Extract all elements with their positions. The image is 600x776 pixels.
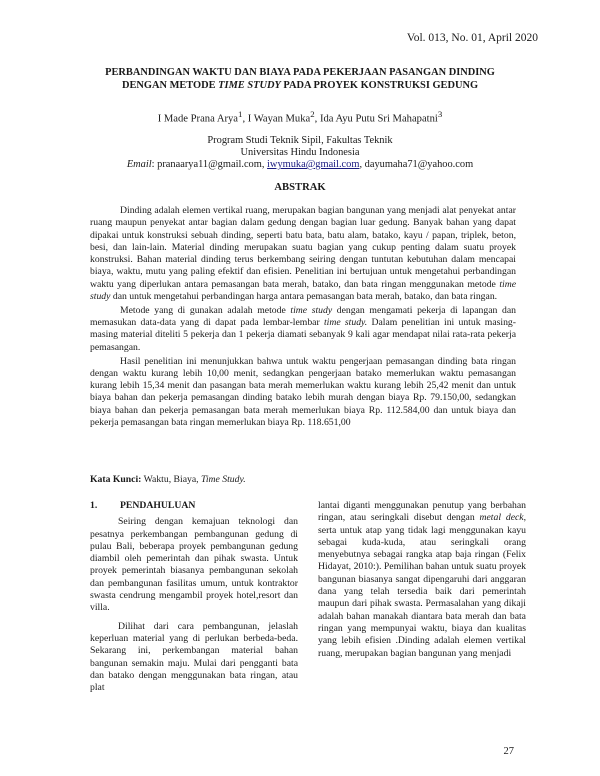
- author-3: Ida Ayu Putu Sri Mahapatni: [319, 113, 438, 125]
- abstract-paragraph-2: Metode yang di gunakan adalah metode time study dengan mengamati pekerja di lapangan dan memasukan data-data yang di dapat pada lembar-lembar time study. Dalam penelitian ini untuk masing-masing material diteliti 5 pekerja dan 1 pekerja diamati sebanyak 9 kali agar mendapat nilai rata-rata pekerja pemasangan.: [90, 304, 516, 353]
- paper-title: [70, 66, 530, 92]
- author-2: I Wayan Muka: [247, 113, 311, 125]
- intro-paragraph-1: Seiring dengan kemajuan teknologi dan pesatnya perkembangan pembangunan gedung di pulau Bali, beberapa proyek pembangunan gedung diambil oleh pemerintah dan pihak swasta. Untuk proyek pemerintah biasanya pembangunan sekolah dan pembangunan fasilitas umum, untuk kontraktor swasta cendrung mengambil proyek hotel,resort dan villa.: [90, 516, 298, 614]
- email-line: Email: pranaarya11@gmail.com, iwymuka@gmail.com, dayumaha71@yahoo.com: [126, 159, 474, 170]
- section-heading: 1. PENDAHULUAN: [90, 500, 196, 511]
- right-column: [318, 500, 526, 666]
- intro-paragraph-3: lantai diganti menggunakan penutup yang berbahan ringan, atau seringkali disebut dengan metal deck, serta untuk atap yang tidak lagi menggunakan kayu sebagai kuda-kuda, atau seringkali orang menyebutnya sebagai rangka atap baja ringan (Felix Hidayat, 2010:). Pemilihan bahan untuk suatu proyek bangunan biasanya sangat dipengaruhi dari anggaran dana yang telah tersedia baik dari pemerintah maupun dari pihak swasta. Permasalahan yang dikaji adalah bahan manakah diantara bata merah dan bata ringan yang mempunyai waktu, biaya dan kualitas yang lebih efisien .Dinding adalah elemen vertikal ruang, merupakan bagian bangunan yang menjadi: [318, 500, 527, 659]
- keywords: Kata Kunci: Waktu, Biaya, Time Study.: [90, 474, 246, 485]
- affiliation: [0, 135, 600, 171]
- abstract-body: [90, 205, 516, 431]
- left-column: [90, 500, 298, 700]
- affiliation-university: Universitas Hindu Indonesia: [240, 147, 360, 158]
- abstract-heading: ABSTRAK: [274, 182, 326, 193]
- page-number: 27: [503, 746, 514, 757]
- author-1: I Made Prana Arya: [157, 113, 239, 125]
- email-link[interactable]: iwymuka@gmail.com: [267, 159, 360, 170]
- abstract-paragraph-3: Hasil penelitian ini menunjukkan bahwa untuk waktu pengerjaan pemasangan dinding bata ringan dengan waktu kurang lebih 10,00 menit, sedangkan pengerjaan batako memerlukan waktu pemasangan kurang lebih 15,34 menit dan pasangan bata merah memerlukan waktu kurang lebih 25,42 menit dan untuk biaya bahan dan pekerja pemasangan dinding batako lebih murah dengan biaya Rp. 79.150,00, sedangkan biaya bahan dan pekerja pemasangan bata merah memerlukan biaya Rp. 112.584,00 dan untuk biaya dan pekerja pemasangan bata ringan memerlukan biaya Rp. 118.651,00: [90, 355, 516, 429]
- affiliation-program: Program Studi Teknik Sipil, Fakultas Teknik: [207, 135, 393, 146]
- intro-paragraph-2: Dilihat dari cara pembangunan, jelaslah keperluan material yang di perlukan berbeda-beda. Sekarang ini, perkembangan material bahan bangunan semakin maju. Mulai dari pengganti bata dan batako dengan menggunakan bata ringan, atau plat: [90, 620, 298, 694]
- title-line-1: PERBANDINGAN WAKTU DAN BIAYA PADA PEKERJAAN PASANGAN DINDING: [105, 67, 495, 78]
- abstract-paragraph-1: Dinding adalah elemen vertikal ruang, merupakan bagian bangunan yang menjadi alat penyekat antar ruang maupun penyekat antar bagian dalam gedung dengan bagian luar gedung. Banyak bahan yang dapat dipakai untuk konstruksi sebuah dinding, seperti batu bata, batu alam, batako, kayu / papan, triplek, beton, besi, dan lain-lain. Material dinding merupakan suatu bagian yang cukup penting dalam suatu proyek konstruksi. Bahan material dinding terus berkembang seiring dengan tuntutan kebutuhan dalam mencapai biaya, waktu, mutu yang paling efektif dan efisien. Penelitian ini bertujuan untuk mengetahui perbandingan waktu yang diperlukan antara pemasangan bata merah, batako, dan bata ringan menggunakan metode time study dan untuk mengetahui perbandingan harga antara pemasangan bata merah, batako, dan bata ringan.: [90, 205, 516, 303]
- author-list: I Made Prana Arya$^1$, I Wayan Muka$^2$, Ida Ayu Putu Sri Mahapatni$^3$: [157, 109, 443, 125]
- title-line-2: DENGAN METODE TIME STUDY PADA PROYEK KONSTRUKSI GEDUNG: [121, 80, 479, 91]
- journal-header: Vol. 013, No. 01, April 2020: [406, 32, 538, 44]
